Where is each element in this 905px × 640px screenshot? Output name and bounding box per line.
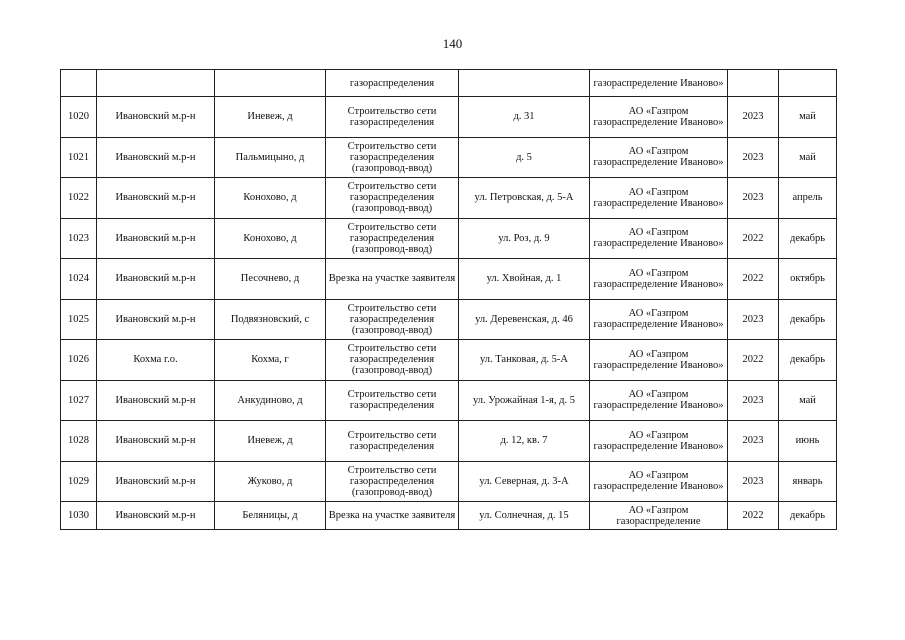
cell-organization: АО «Газпром газораспределение [590,502,728,530]
cell-address: ул. Танковая, д. 5-А [459,340,590,381]
cell-locality: Иневеж, д [215,97,326,138]
table-row [61,340,837,381]
table-row [61,502,837,530]
page-number: 140 [442,36,463,51]
cell-number: 1026 [61,340,97,381]
cell-number: 1024 [61,259,97,300]
cell-address: ул. Хвойная, д. 1 [459,259,590,300]
cell-month [779,70,837,97]
table-row [61,380,837,421]
gasification-table [60,69,837,530]
cell-address: д. 31 [459,97,590,138]
cell-month: май [779,137,837,178]
cell-organization: АО «Газпром газораспределение Иваново» [590,218,728,259]
cell-organization: АО «Газпром газораспределение Иваново» [590,137,728,178]
cell-year: 2022 [728,340,779,381]
table-body [61,70,837,530]
cell-month: декабрь [779,218,837,259]
cell-address: д. 12, кв. 7 [459,421,590,462]
cell-locality: Кохма, г [215,340,326,381]
cell-district: Ивановский м.р-н [97,461,215,502]
cell-address: ул. Петровская, д. 5-А [459,178,590,219]
cell-organization: АО «Газпром газораспределение Иваново» [590,421,728,462]
cell-address: ул. Северная, д. 3-А [459,461,590,502]
cell-work-type: Строительство сети газораспределения (газопровод-ввод) [326,137,459,178]
cell-work-type: Строительство сети газораспределения (газопровод-ввод) [326,178,459,219]
cell-district: Ивановский м.р-н [97,259,215,300]
table-row [61,421,837,462]
cell-address: ул. Роз, д. 9 [459,218,590,259]
cell-district: Ивановский м.р-н [97,421,215,462]
cell-locality: Иневеж, д [215,421,326,462]
cell-district: Ивановский м.р-н [97,97,215,138]
cell-organization: АО «Газпром газораспределение Иваново» [590,380,728,421]
cell-locality [215,70,326,97]
cell-work-type: Строительство сети газораспределения (газопровод-ввод) [326,461,459,502]
cell-organization: АО «Газпром газораспределение Иваново» [590,340,728,381]
cell-locality: Пальмицыно, д [215,137,326,178]
cell-month: июнь [779,421,837,462]
cell-number [61,70,97,97]
cell-locality: Жуково, д [215,461,326,502]
cell-district: Ивановский м.р-н [97,218,215,259]
cell-year: 2022 [728,502,779,530]
cell-number: 1021 [61,137,97,178]
cell-address: д. 5 [459,137,590,178]
cell-number: 1028 [61,421,97,462]
cell-month: октябрь [779,259,837,300]
cell-month: декабрь [779,299,837,340]
table-row [61,461,837,502]
cell-year: 2023 [728,299,779,340]
cell-organization: АО «Газпром газораспределение Иваново» [590,178,728,219]
cell-address [459,70,590,97]
cell-work-type: Строительство сети газораспределения (газопровод-ввод) [326,299,459,340]
cell-district: Ивановский м.р-н [97,299,215,340]
cell-number: 1022 [61,178,97,219]
cell-work-type: Врезка на участке заявителя [326,259,459,300]
cell-district: Кохма г.о. [97,340,215,381]
cell-work-type: Строительство сети газораспределения [326,380,459,421]
table-row [61,97,837,138]
cell-address: ул. Деревенская, д. 46 [459,299,590,340]
cell-year: 2022 [728,259,779,300]
cell-organization: АО «Газпром газораспределение Иваново» [590,461,728,502]
cell-year: 2022 [728,218,779,259]
cell-work-type: Строительство сети газораспределения (газопровод-ввод) [326,218,459,259]
cell-locality: Песочнево, д [215,259,326,300]
cell-year: 2023 [728,380,779,421]
cell-number: 1023 [61,218,97,259]
cell-year: 2023 [728,178,779,219]
table-row [61,70,837,97]
cell-locality: Конохово, д [215,218,326,259]
cell-work-type: Строительство сети газораспределения [326,97,459,138]
cell-locality: Беляницы, д [215,502,326,530]
cell-locality: Конохово, д [215,178,326,219]
cell-month: декабрь [779,502,837,530]
cell-work-type: Строительство сети газораспределения (газопровод-ввод) [326,340,459,381]
cell-month: май [779,97,837,138]
cell-year: 2023 [728,421,779,462]
table-row [61,259,837,300]
cell-district [97,70,215,97]
cell-number: 1025 [61,299,97,340]
cell-district: Ивановский м.р-н [97,502,215,530]
cell-organization: АО «Газпром газораспределение Иваново» [590,299,728,340]
cell-month: декабрь [779,340,837,381]
cell-year [728,70,779,97]
cell-locality: Подвязновский, с [215,299,326,340]
cell-district: Ивановский м.р-н [97,137,215,178]
table-row [61,137,837,178]
cell-month: апрель [779,178,837,219]
cell-number: 1030 [61,502,97,530]
cell-number: 1020 [61,97,97,138]
cell-locality: Анкудиново, д [215,380,326,421]
cell-organization: газораспределение Иваново» [590,70,728,97]
cell-organization: АО «Газпром газораспределение Иваново» [590,97,728,138]
cell-number: 1027 [61,380,97,421]
table-row [61,218,837,259]
cell-address: ул. Солнечная, д. 15 [459,502,590,530]
cell-address: ул. Урожайная 1-я, д. 5 [459,380,590,421]
cell-year: 2023 [728,461,779,502]
cell-month: январь [779,461,837,502]
cell-work-type: Врезка на участке заявителя [326,502,459,530]
cell-work-type: Строительство сети газораспределения [326,421,459,462]
cell-work-type: газораспределения [326,70,459,97]
cell-district: Ивановский м.р-н [97,178,215,219]
table-row [61,178,837,219]
cell-year: 2023 [728,97,779,138]
cell-month: май [779,380,837,421]
cell-year: 2023 [728,137,779,178]
cell-organization: АО «Газпром газораспределение Иваново» [590,259,728,300]
table-row [61,299,837,340]
cell-district: Ивановский м.р-н [97,380,215,421]
cell-number: 1029 [61,461,97,502]
